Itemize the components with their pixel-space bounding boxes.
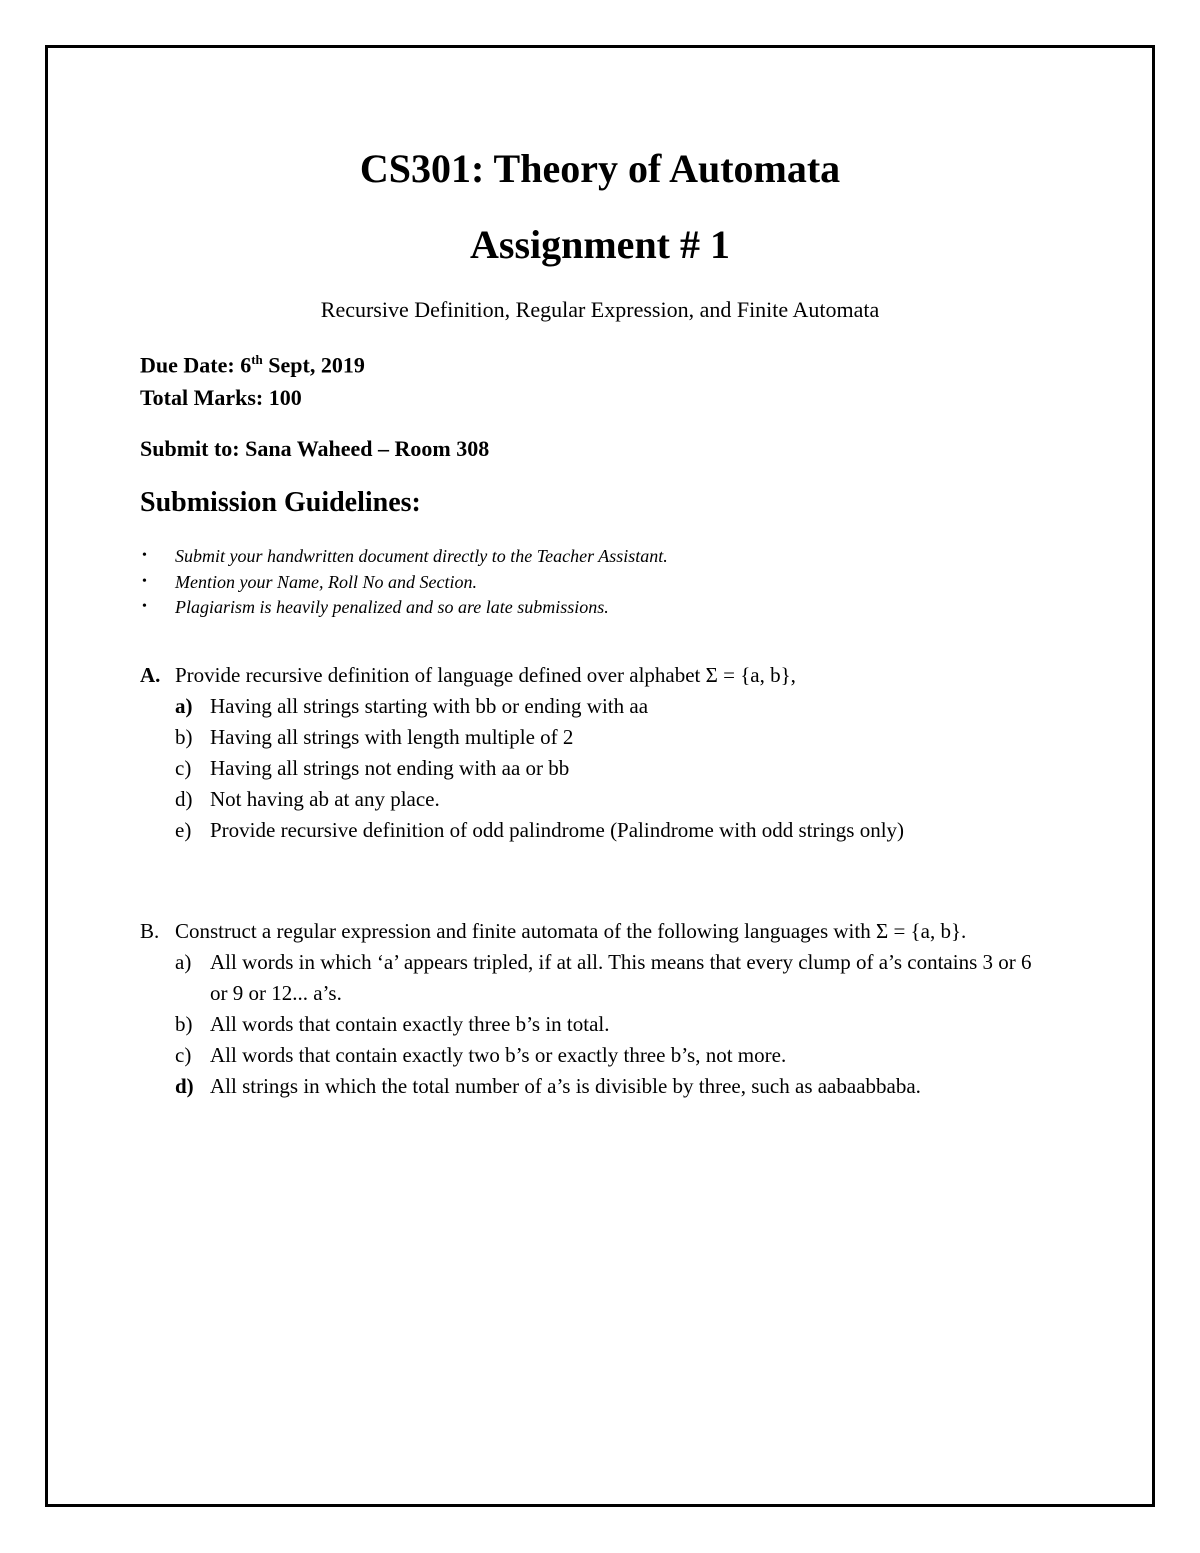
assignment-subtitle: Recursive Definition, Regular Expression, and Finite Automata — [320, 297, 880, 322]
list-item: b) Having all strings with length multiple of 2 — [175, 725, 574, 749]
bullet-icon: • — [142, 599, 147, 614]
question-letter: A. — [140, 663, 161, 687]
list-item: d) Not having ab at any place. — [175, 787, 440, 811]
bullet-icon: • — [142, 548, 147, 563]
question-letter: B. — [140, 919, 160, 943]
total-marks: Total Marks: 100 — [140, 385, 302, 410]
list-item: c) Having all strings not ending with aa or bb — [175, 756, 570, 780]
question-b — [140, 916, 1040, 1102]
list-item: a) Having all strings starting with bb or ending with aa — [175, 694, 649, 718]
guideline-item: • Plagiarism is heavily penalized and so are late submissions. — [142, 597, 609, 617]
question-a-items — [140, 691, 1060, 846]
list-item: d) All strings in which the total number of a’s is divisible by three, such as aabaabbaba. — [175, 1074, 921, 1098]
list-item: b) All words that contain exactly three b’s in total. — [175, 1012, 610, 1036]
submit-to: Submit to: Sana Waheed – Room 308 — [140, 436, 490, 461]
assignment-number: Assignment # 1 — [469, 222, 731, 267]
bullet-icon: • — [142, 573, 147, 589]
guidelines-list — [140, 545, 668, 622]
guidelines-heading: Submission Guidelines: — [140, 487, 421, 518]
guideline-item: • Submit your handwritten document directly to the Teacher Assistant. — [142, 546, 668, 566]
list-item: c) All words that contain exactly two b’s or exactly three b’s, not more. — [175, 1043, 787, 1067]
question-b-items — [140, 947, 1040, 1102]
due-date: Due Date: 6th Sept, 2019 — [140, 352, 365, 378]
question-a-prompt: A. Provide recursive definition of language defined over alphabet Σ = {a, b}, — [140, 660, 1060, 691]
question-b-prompt: B. Construct a regular expression and finite automata of the following languages with Σ = {a, b}. — [140, 916, 1040, 947]
guideline-item: • Mention your Name, Roll No and Section. — [142, 571, 477, 592]
list-item: a) All words in which ‘a’ appears tripled, if at all. This means that every clump of a’s contains 3 or 6 or 9 or 12... a’s. — [175, 950, 1032, 1005]
question-a — [140, 660, 1060, 846]
document-title: CS301: Theory of Automata — [359, 146, 841, 191]
list-item: e) Provide recursive definition of odd palindrome (Palindrome with odd strings only) — [175, 818, 905, 842]
